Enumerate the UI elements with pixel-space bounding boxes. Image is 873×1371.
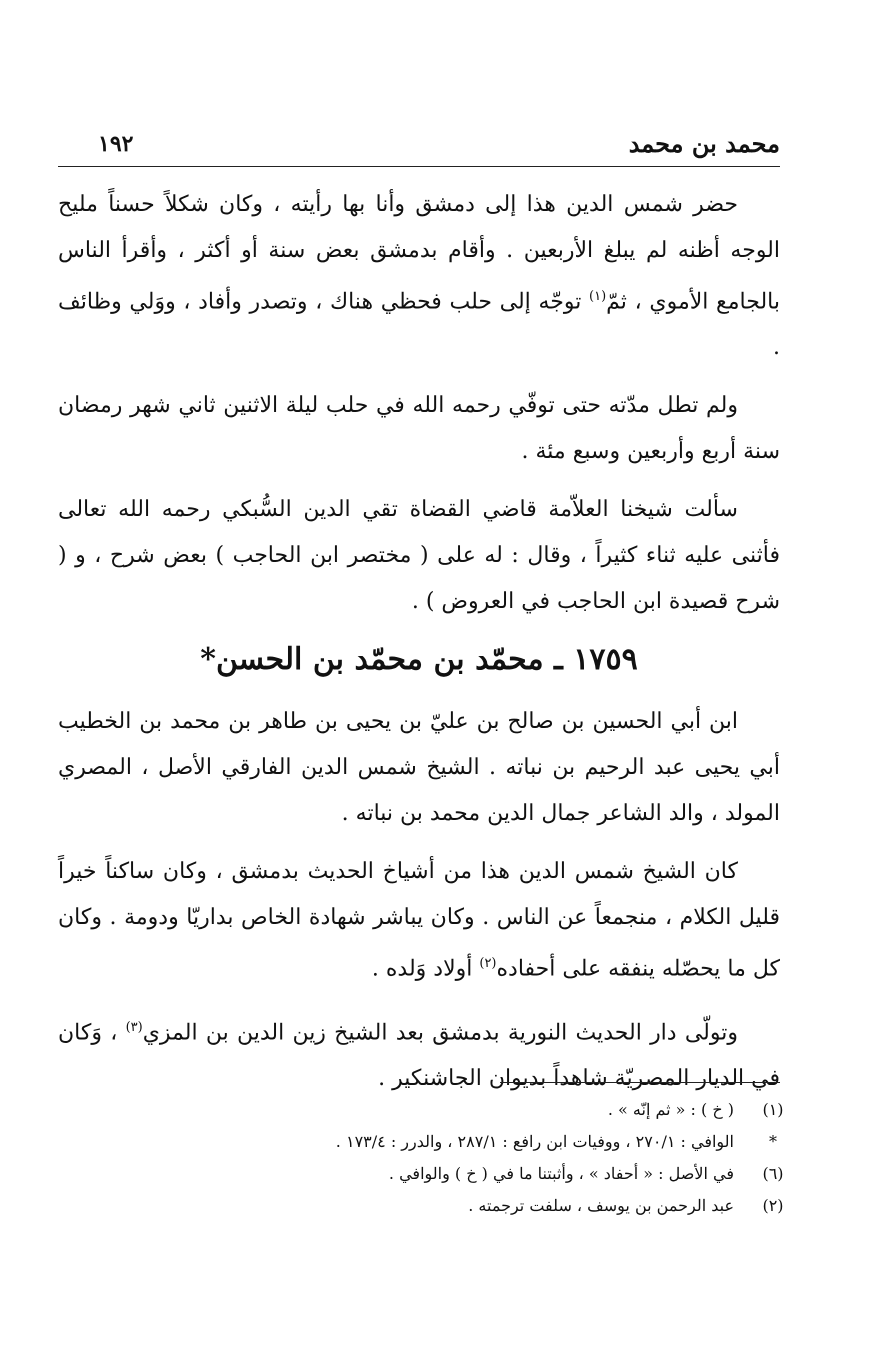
header-rule	[58, 166, 780, 167]
entry-heading: ١٧٥٩ ـ محمّد بن محمّد بن الحسن*	[200, 642, 638, 678]
footnote	[58, 1094, 788, 1126]
footnote-number: *	[769, 1132, 777, 1151]
footnote-text: عبد الرحمن بن يوسف ، سلفت ترجمته .	[468, 1196, 734, 1215]
footnote-ref-1: (١)	[589, 289, 607, 304]
footnote-ref-3: (٣)	[125, 1019, 143, 1035]
footnote	[58, 1190, 788, 1222]
footnote-text: ( خ ) : « ثم إنّه » .	[607, 1100, 734, 1119]
paragraph-5: كان الشيخ شمس الدين هذا من أشياخ الحديث بدمشق ، وكان ساكناً خيراً قليل الكلام ، منجمعاً عن الناس . وكان يباشر شهادة الخاص بداريّا ودومة . وكان كل ما يحصّله ينفقه على أحفاده$^{(٢)}$ أولاد وَلده .	[58, 859, 780, 982]
footnote-number: (٦)	[762, 1164, 784, 1183]
paragraph-1: حضر شمس الدين هذا إلى دمشق وأنا بها رأيته ، وكان شكلاً حسناً مليح الوجه أظنه لم يبلغ الأربعين . وأقام بدمشق بعض سنة أو أكثر ، وأقرأ الناس بالجامع الأموي ، ثمّ$^{(١)}$ توجّه إلى حلب فحظي هناك ، وتصدر وأفاد ، ووَلي وظائف .	[58, 192, 780, 361]
paragraph-2: ولم تطل مدّته حتى توفّي رحمه الله في حلب ليلة الاثنين ثاني شهر رمضان سنة أربع وأربعين وسبع مئة .	[58, 393, 780, 465]
paragraph-3: سألت شيخنا العلاّمة قاضي القضاة تقي الدين السُّبكي رحمه الله تعالى فأثنى عليه ثناء كثيراً ، وقال : له على ( مختصر ابن الحاجب ) بعض شرح ، و ( شرح قصيدة ابن الحاجب في العروض ) .	[58, 497, 780, 615]
footnote-number: (٢)	[762, 1196, 784, 1215]
page-header	[58, 128, 780, 160]
footnote-rule	[500, 1082, 780, 1083]
footnotes	[58, 1094, 788, 1222]
footnote	[58, 1158, 788, 1190]
page-number: ١٩٢	[98, 131, 134, 157]
running-title: محمد بن محمد	[628, 129, 780, 158]
footnote-text: الوافي : ٢٧٠/١ ، ووفيات ابن رافع : ٢٨٧/١ ، والدرر : ١٧٣/٤ .	[335, 1132, 734, 1151]
footnote-ref-2: (٢)	[479, 956, 497, 972]
footnote-text: في الأصل : « أحفاد » ، وأثبتنا ما في ( خ ) والوافي .	[388, 1164, 734, 1183]
paragraph-4: ابن أبي الحسين بن صالح بن عليّ بن يحيى بن طاهر بن محمد بن الخطيب أبي يحيى عبد الرحيم بن نباته . الشيخ شمس الدين الفارقي الأصل ، المصري المولد ، والد الشاعر جمال الدين محمد بن نباته .	[58, 709, 780, 827]
main-text	[58, 182, 780, 1114]
footnote	[58, 1126, 788, 1158]
footnote-number: (١)	[762, 1100, 784, 1119]
paragraph-6: وتولّى دار الحديث النورية بدمشق بعد الشيخ زين الدين بن المزي$^{(٣)}$ ، وَكان في الديار المصريّة شاهداً بديوان الجاشنكير .	[58, 1019, 780, 1091]
